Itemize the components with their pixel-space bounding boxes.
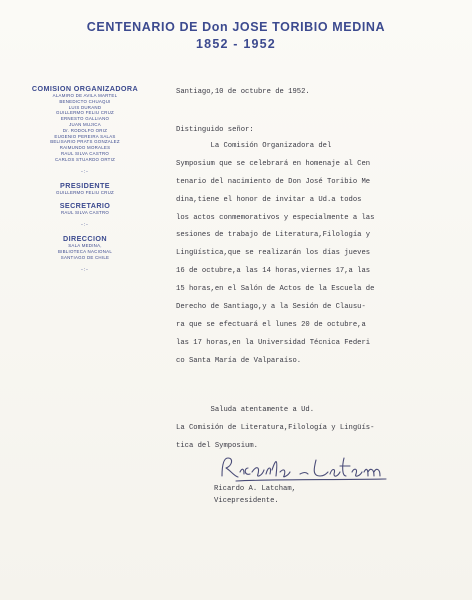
committee-member: EUGENIO PEREIRA SALAS bbox=[54, 133, 116, 139]
secretary-name: RAUL SILVA CASTRO bbox=[60, 210, 110, 216]
letterhead-years: 1852 - 1952 bbox=[196, 37, 276, 51]
body-line: tenario del nacimiento de Don José Toribio Me bbox=[176, 177, 371, 186]
body-line: 15 horas,en el Salón de Actos de la Escuela de bbox=[176, 285, 375, 294]
handwritten-signature bbox=[216, 450, 396, 486]
salutation: Distinguido señor: bbox=[176, 126, 254, 134]
address-title: DIRECCION bbox=[63, 234, 107, 244]
committee-member: RAUL SILVA CASTRO bbox=[60, 150, 110, 156]
committee-member: BELISARIO PRATS GONZALEZ bbox=[50, 139, 120, 145]
body-line: Lingüística,que se realizarán los días jueves bbox=[176, 249, 371, 258]
closing-greeting: Saluda atentamente a Ud. bbox=[176, 406, 315, 414]
closing-line: La Comisión de Literatura,Filología y Lingüís- bbox=[176, 424, 375, 432]
body-line: Symposium que se celebrará en homenaje al Cen bbox=[176, 159, 371, 168]
committee-members bbox=[12, 93, 158, 163]
body-line: Derecho de Santiago,y a la Sesión de Clausu- bbox=[176, 303, 366, 312]
closing-line: tica del Symposium. bbox=[176, 442, 258, 450]
body-line: las 17 horas,en la Universidad Técnica Federi bbox=[176, 338, 371, 347]
letterhead bbox=[0, 20, 472, 51]
body-paragraph bbox=[176, 142, 461, 375]
committee-member: ALAMIRO DE AVILA MARTEL bbox=[52, 93, 118, 98]
body-line: sesiones de trabajo de Literatura,Filología y bbox=[176, 231, 371, 240]
letter-date: Santiago,10 de octubre de 1952. bbox=[176, 88, 310, 96]
president-title: PRESIDENTE bbox=[60, 180, 110, 190]
committee-member: GUILLERMO FELIU CRUZ bbox=[56, 110, 114, 116]
president-name: GUILLERMO FELIU CRUZ bbox=[56, 189, 114, 195]
separator: -:- bbox=[81, 168, 89, 175]
separator: -:- bbox=[81, 222, 89, 229]
address-line: BIBLIOTECA NACIONAL bbox=[57, 248, 113, 254]
letterhead-title: CENTENARIO DE Don JOSE TORIBIO MEDINA bbox=[86, 20, 386, 34]
secretary-title: SECRETARIO bbox=[59, 201, 111, 211]
committee-member: Dr. RODOLFO ORIZ bbox=[62, 127, 108, 133]
signer-role: Vicepresidente. bbox=[214, 497, 279, 505]
address-line: SALA MEDINA, bbox=[68, 243, 102, 249]
committee-member: CARLOS STUARDO ORTIZ bbox=[54, 156, 116, 162]
body-line: dina,tiene el honor de invitar a Ud.a todos bbox=[176, 195, 362, 204]
address-line: SANTIAGO DE CHILE bbox=[60, 254, 110, 260]
body-line: 16 de octubre,a las 14 horas,viernes 17,a las bbox=[176, 267, 371, 276]
body-line: La Comisión Organizadora del bbox=[176, 142, 332, 150]
body-line: los actos conmemorativos y especialmente a las bbox=[176, 213, 375, 222]
body-line: co Santa María de Valparaíso. bbox=[176, 356, 302, 365]
sidebar-committee bbox=[12, 84, 158, 279]
committee-member: RAIMUNDO MORALES bbox=[59, 145, 111, 151]
signer-name: Ricardo A. Latcham, bbox=[214, 485, 296, 493]
committee-member: LUIS DURAND bbox=[68, 104, 102, 110]
separator: -:- bbox=[81, 266, 89, 273]
committee-member: BENEDICTO CHUAQUI bbox=[59, 98, 111, 104]
committee-title: COMISION ORGANIZADORA bbox=[31, 84, 139, 93]
committee-member: JUAN MUJICA bbox=[69, 121, 101, 127]
body-line: ra que se efectuará el lunes 20 de octubre,a bbox=[176, 320, 366, 329]
committee-member: ERNESTO GALLIANO bbox=[60, 116, 110, 122]
